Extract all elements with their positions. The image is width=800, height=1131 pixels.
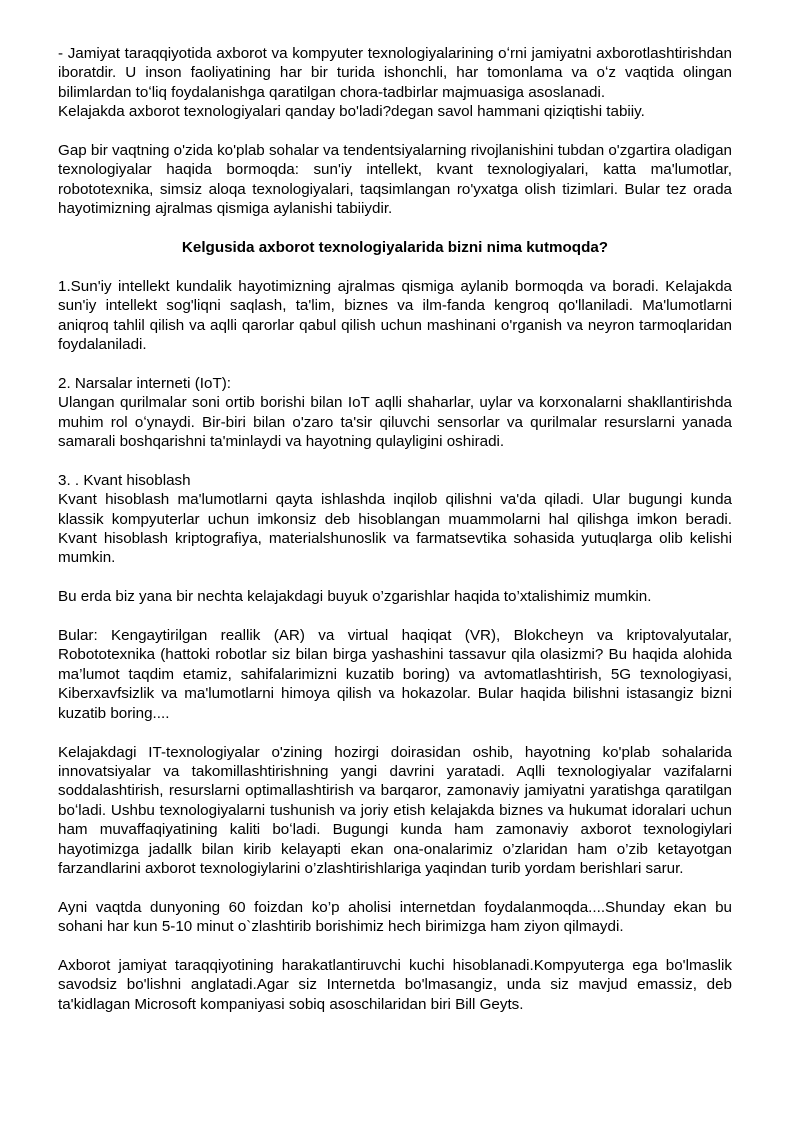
paragraph-iot: Ulangan qurilmalar soni ortib borishi bilan IoT aqlli shaharlar, uylar va korxonalarni shakllantirishda muhim rol oʻynaydi. Bir-biri bilan o'zaro ta'sir qiluvchi sensorlar va qurilmalar resurslarni yanada samarali boshqarishni ta'minlaydi va hayotning qulayligini oshiradi. xyxy=(58,394,732,451)
paragraph-internet-usage: Ayni vaqtda dunyoning 60 foizdan ko’p aholisi internetdan foydalanmoqda....Shunday ekan bu sohani har kun 5-10 minut o`zlashtirib borishimiz hech birimizga ham ziyon qilmaydi. xyxy=(58,898,732,936)
paragraph-quote: Axborot jamiyat taraqqiyotining harakatlantiruvchi kuchi hisoblanadi.Kompyuterga ega bo'lmaslik savodsiz bo'lishni anglatadi.Agar siz Internetda bo'lmasangiz, unda siz mavjud emassiz, deb ta'kidlagan Microsoft kompaniyasi sobiq asoschilaridan biri Bill Geyts. xyxy=(58,956,732,1013)
section-quantum xyxy=(58,471,732,568)
paragraph-changes: Bu erda biz yana bir nechta kelajakdagi buyuk o’zgarishlar haqida to’xtalishimiz mumkin. xyxy=(58,588,652,606)
paragraph-list: Bular: Kengaytirilgan reallik (AR) va virtual haqiqat (VR), Blokcheyn va kriptovalyutalar, Robototexnika (hattoki robotlar siz bilan birga yashashini tassavur qila olasizmi? Bu haqida alohida ma’lumot taqdim etamiz, sahifalarimizni kuzatib boring) va avtomatlashtirish, 5G texnologiyasi, Kiberxavfsizlik va ma'lumotlarni himoya qilish va hokazolar. Bular haqida bilishni istasangiz bizni kuzatib boring.... xyxy=(58,627,732,722)
section-heading: Kelgusida axborot texnologiyalarida bizni nima kutmoqda? xyxy=(181,239,609,257)
section-iot xyxy=(58,374,732,452)
paragraph-future-it: Kelajakdagi IT-texnologiyalar o'zining hozirgi doirasidan oshib, hayotning ko'plab sohalarida innovatsiyalar va takomillashtirishning yangi davrini yaratadi. Aqlli texnologiyalar vazifalarni soddalashtirish, resurslarni optimallashtirish va barqaror, zamonaviy jamiyatni yaratishga qaratilgan boʻladi. Ushbu texnologiyalarni tushunish va joriy etish kelajakda biznes va hukumat idoralari uchun ham muvaffaqiyatining kaliti boʻladi. Bugungi kunda ham zamonaviy axborot texnologiylari hayotimizga jadallk bilan kirib kelayapti ekan ona-onalarimiz o’zlaridan ham o’zib ketayotgan farzandlarini axborot texnologiylarini o’zlashtirishlariga yaqindan turib yordam berishlari sarur. xyxy=(58,743,732,877)
paragraph-ai: 1.Sun'iy intellekt kundalik hayotimizning ajralmas qismiga aylanib bormoqda va boradi. Kelajakda sun'iy intellekt sog'liqni saqlash, ta'lim, biznes va ilm-fanda kengroq qo'llaniladi. Ma'lumotlarni aniqroq tahlil qilish va aqlli qarorlar qabul qilish uchun mashinani o'rganish va neyron tarmoqlaridan foydalaniladi. xyxy=(58,277,732,354)
quantum-title: 3. . Kvant hisoblash xyxy=(58,471,191,489)
iot-title: 2. Narsalar interneti (IoT): xyxy=(58,374,232,392)
paragraph-intro: - Jamiyat taraqqiyotida axborot va kompyuter texnologiyalarining oʻrni jamiyatni axborotlashtirishdan iboratdir. U inson faoliyatining har bir turida ishonchli, har tomonlama va oʻz vaqtida olingan bilimlardan toʻliq foydalanishga qaratilgan chora-tadbirlar majmuasiga asoslanadi. xyxy=(58,45,732,101)
paragraph-quantum: Kvant hisoblash ma'lumotlarni qayta ishlashda inqilob qilishni va'da qiladi. Ular bugungi kunda klassik kompyuterlar uchun imkonsiz deb hisoblangan muammolarni hal qilishga imkon beradi. Kvant hisoblash kriptografiya, materialshunoslik va farmatsevtika sohasida yutuqlarga olib kelishi mumkin. xyxy=(58,491,732,567)
paragraph-technologies: Gap bir vaqtning o'zida ko'plab sohalar va tendentsiyalarning rivojlanishini tubdan o'zgartira oladigan texnologiyalar haqida bormoqda: sun'iy intellekt, kvant texnologiyalari, katta ma'lumotlar, robototexnika, simsiz aloqa texnologiyalari, taqsimlangan ro'yxatga olish tizimlari. Bular tez orada hayotimizning ajralmas qismiga aylanishi tabiiydir. xyxy=(58,142,732,218)
paragraph-question: Kelajakda axborot texnologiyalari qanday bo'ladi?degan savol hammani qiziqtishi tabiiy. xyxy=(58,103,645,121)
